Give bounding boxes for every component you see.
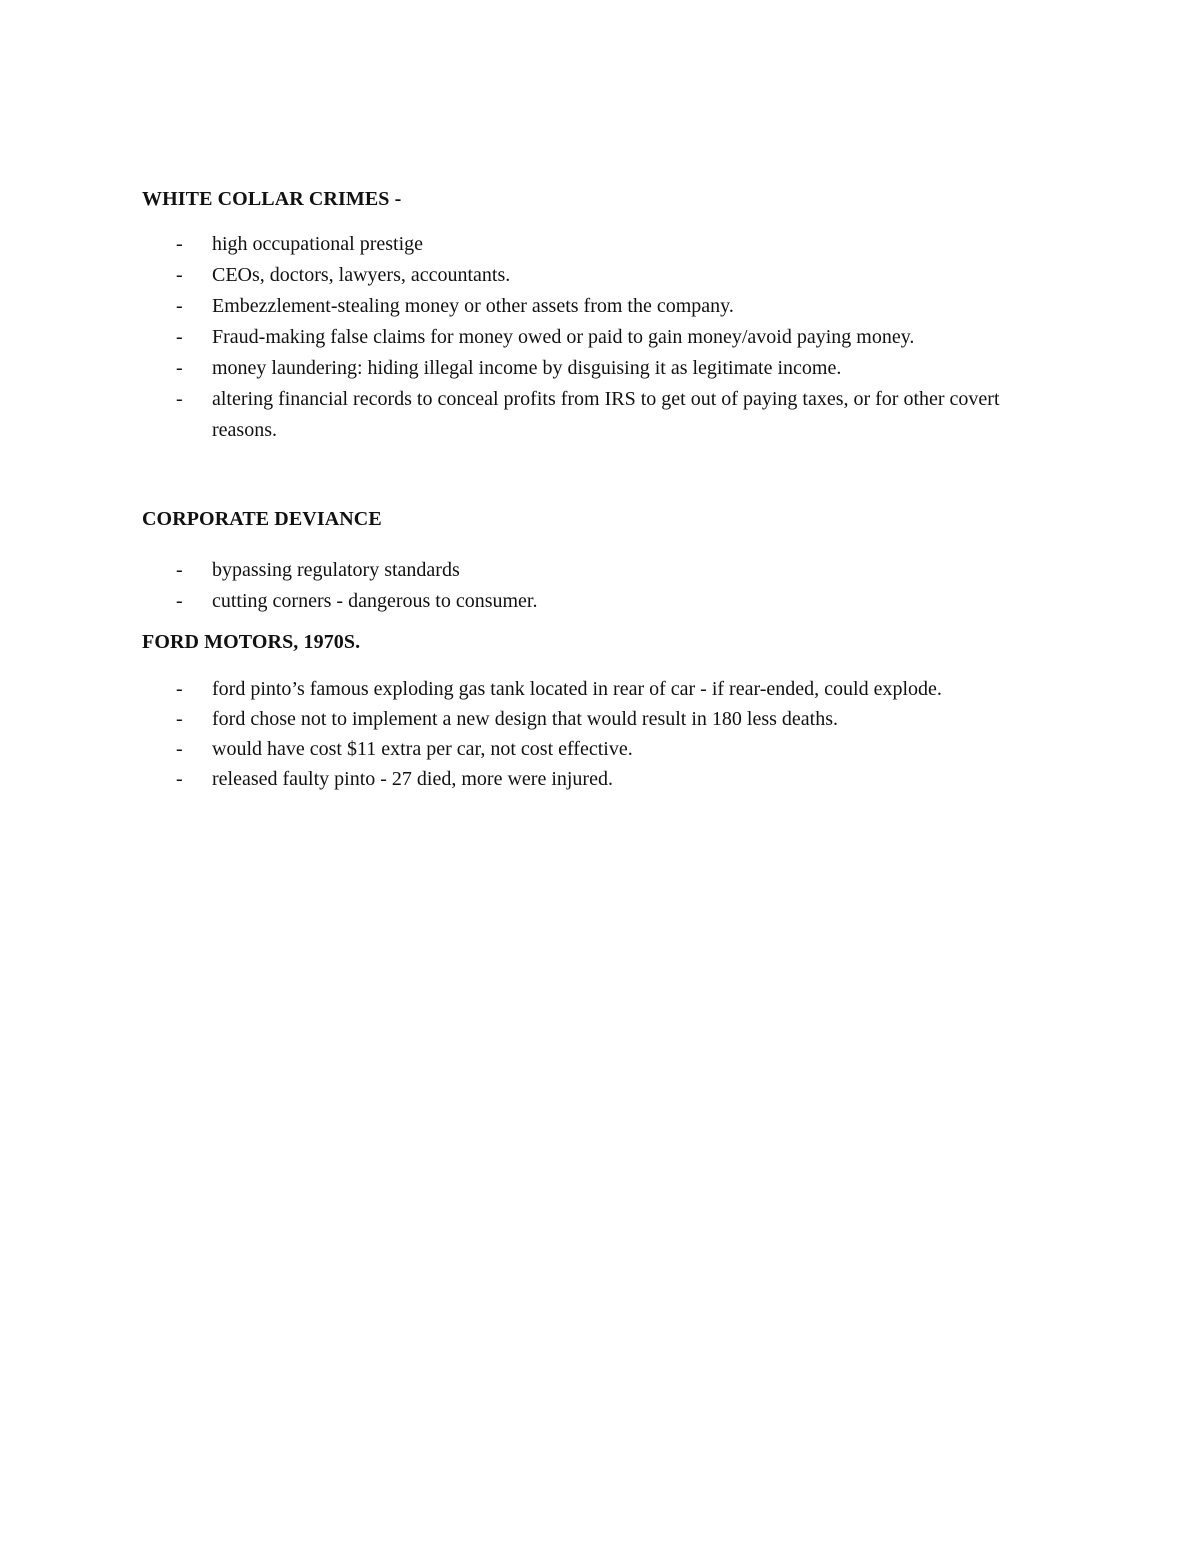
list-item [142, 674, 1062, 704]
bullet-dash: - [176, 357, 183, 379]
bullet-dash: - [176, 233, 183, 255]
list-item-text: released faulty pinto - 27 died, more were injured. [212, 768, 613, 790]
bullet-dash: - [176, 388, 183, 410]
list-item-text: cutting corners - dangerous to consumer. [212, 590, 538, 612]
list-item [142, 384, 1062, 446]
bullet-dash: - [176, 678, 183, 700]
section-white-collar-crimes [142, 187, 1062, 446]
list-item [142, 291, 1062, 322]
list-item-text: ford chose not to implement a new design that would result in 180 less deaths. [212, 708, 838, 730]
list-item [142, 260, 1062, 291]
bullet-list [142, 674, 1062, 794]
list-item [142, 322, 1062, 353]
bullet-dash: - [176, 590, 183, 612]
list-item [142, 764, 1062, 794]
list-item-text: CEOs, doctors, lawyers, accountants. [212, 264, 511, 286]
list-item-text: money laundering: hiding illegal income by disguising it as legitimate income. [212, 357, 842, 379]
list-item-text: bypassing regulatory standards [212, 559, 460, 581]
list-item-text: altering financial records to conceal profits from IRS to get out of paying taxes, or for other covert reasons. [212, 388, 1000, 441]
section-heading: FORD MOTORS, 1970S. [142, 631, 361, 653]
list-item [142, 555, 1062, 586]
list-item-text: would have cost $11 extra per car, not cost effective. [212, 738, 633, 760]
list-item [142, 704, 1062, 734]
list-item [142, 229, 1062, 260]
list-item [142, 734, 1062, 764]
section-heading: CORPORATE DEVIANCE [142, 508, 382, 530]
section-corporate-deviance [142, 507, 1062, 617]
bullet-dash: - [176, 295, 183, 317]
list-item [142, 353, 1062, 384]
bullet-dash: - [176, 326, 183, 348]
bullet-list [142, 229, 1062, 446]
bullet-dash: - [176, 708, 183, 730]
bullet-dash: - [176, 559, 183, 581]
bullet-list [142, 555, 1062, 617]
bullet-dash: - [176, 738, 183, 760]
section-ford-motors [142, 630, 1062, 794]
list-item-text: high occupational prestige [212, 233, 424, 255]
list-item-text: Embezzlement-stealing money or other assets from the company. [212, 295, 734, 317]
section-heading: WHITE COLLAR CRIMES - [142, 188, 402, 210]
list-item-text: ford pinto’s famous exploding gas tank located in rear of car - if rear-ended, could explode. [212, 678, 942, 700]
bullet-dash: - [176, 264, 183, 286]
list-item [142, 586, 1062, 617]
bullet-dash: - [176, 768, 183, 790]
list-item-text: Fraud-making false claims for money owed or paid to gain money/avoid paying money. [212, 326, 915, 348]
